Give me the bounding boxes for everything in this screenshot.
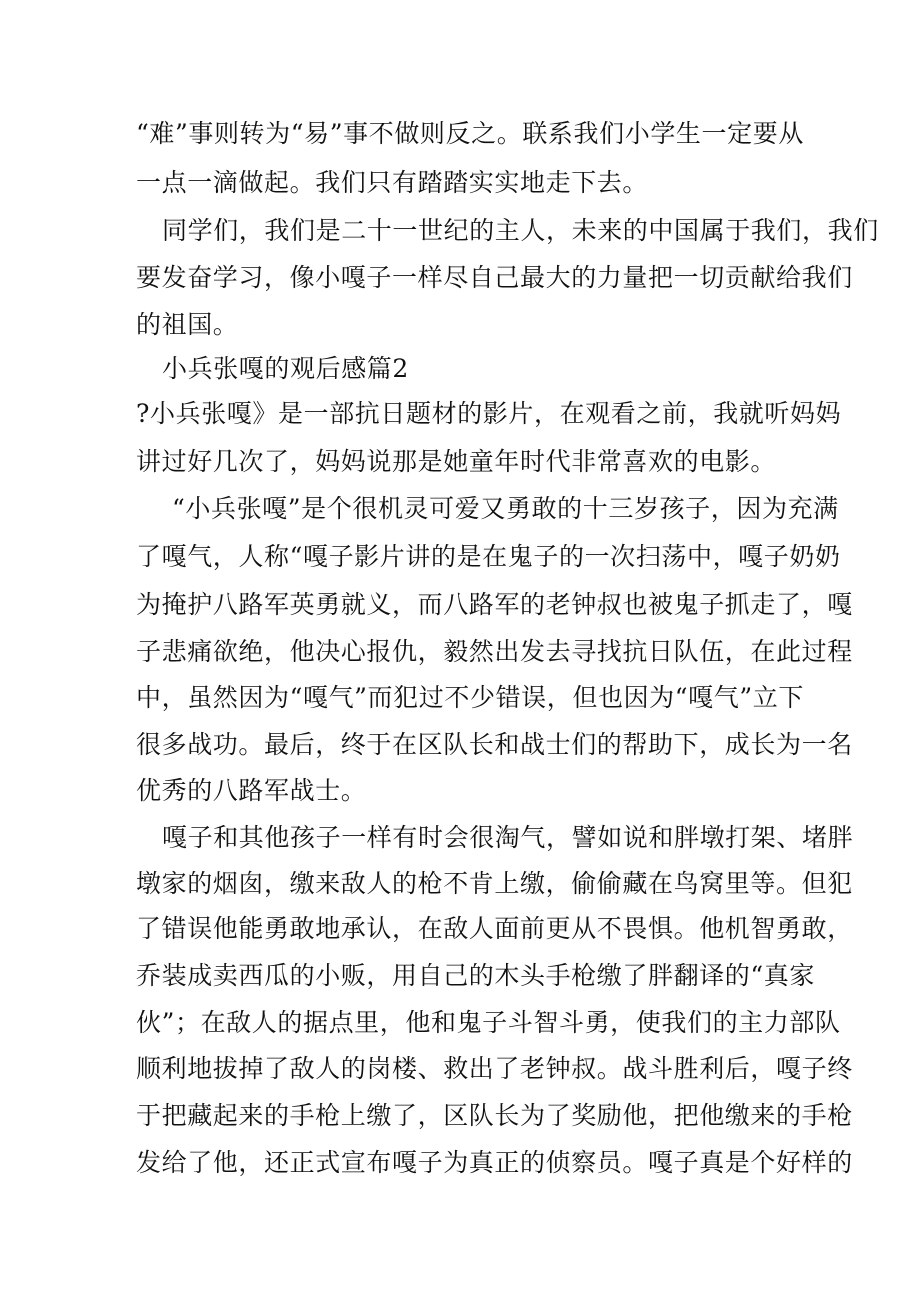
text-line: 要发奋学习，像小嘎子一样尽自己最大的力量把一切贡献给我们 — [136, 263, 853, 292]
text-line: 乔装成卖西瓜的小贩，用自己的木头手枪缴了胖翻译的“真家 — [136, 961, 815, 990]
text-line: 很多战功。最后，终于在区队长和战士们的帮助下，成长为一名 — [136, 730, 853, 759]
text-line: 了错误他能勇敢地承认，在敌人面前更从不畏惧。他机智勇敢， — [136, 914, 853, 943]
text-line: 优秀的八路军战士。 — [136, 776, 367, 805]
text-line: “小兵张嘎”是个很机灵可爱又勇敢的十三岁孩子，因为充满 — [172, 494, 839, 523]
text-line: ?小兵张嘎》是一部抗日题材的影片，在观看之前，我就听妈妈 — [136, 399, 842, 428]
section-heading: 小兵张嘎的观后感篇2 — [162, 354, 409, 383]
text-line: 墩家的烟囱，缴来敌人的枪不肯上缴，偷偷藏在鸟窝里等。但犯 — [136, 869, 853, 898]
text-line: “难”事则转为“易”事不做则反之。联系我们小学生一定要从 — [136, 119, 804, 148]
text-line: 伙”；在敌人的据点里，他和鬼子斗智斗勇，使我们的主力部队 — [136, 1008, 841, 1037]
text-line: 一点一滴做起。我们只有踏踏实实地走下去。 — [136, 168, 649, 197]
text-line: 于把藏起来的手枪上缴了，区队长为了奖励他，把他缴来的手枪 — [136, 1101, 853, 1130]
text-line: 为掩护八路军英勇就义，而八路军的老钟叔也被鬼子抓走了，嘎 — [136, 590, 853, 619]
text-line: 同学们，我们是二十一世纪的主人，未来的中国属于我们，我们 — [162, 216, 879, 245]
text-line: 发给了他，还正式宣布嘎子为真正的侦察员。嘎子真是个好样的 — [136, 1148, 853, 1177]
text-line: 了嘎气，人称“嘎子影片讲的是在鬼子的一次扫荡中，嘎子奶奶 — [136, 542, 841, 571]
text-line: 中，虽然因为“嘎气”而犯过不少错误，但也因为“嘎气”立下 — [136, 683, 804, 712]
text-line: 子悲痛欲绝，他决心报仇，毅然出发去寻找抗日队伍，在此过程 — [136, 637, 853, 666]
text-line: 的祖国。 — [136, 310, 239, 339]
text-line: 嘎子和其他孩子一样有时会很淘气，譬如说和胖墩打架、堵胖 — [162, 823, 854, 852]
text-line: 顺利地拔掉了敌人的岗楼、救出了老钟叔。战斗胜利后，嘎子终 — [136, 1054, 853, 1083]
text-line: 讲过好几次了，妈妈说那是她童年时代非常喜欢的电影。 — [136, 447, 777, 476]
